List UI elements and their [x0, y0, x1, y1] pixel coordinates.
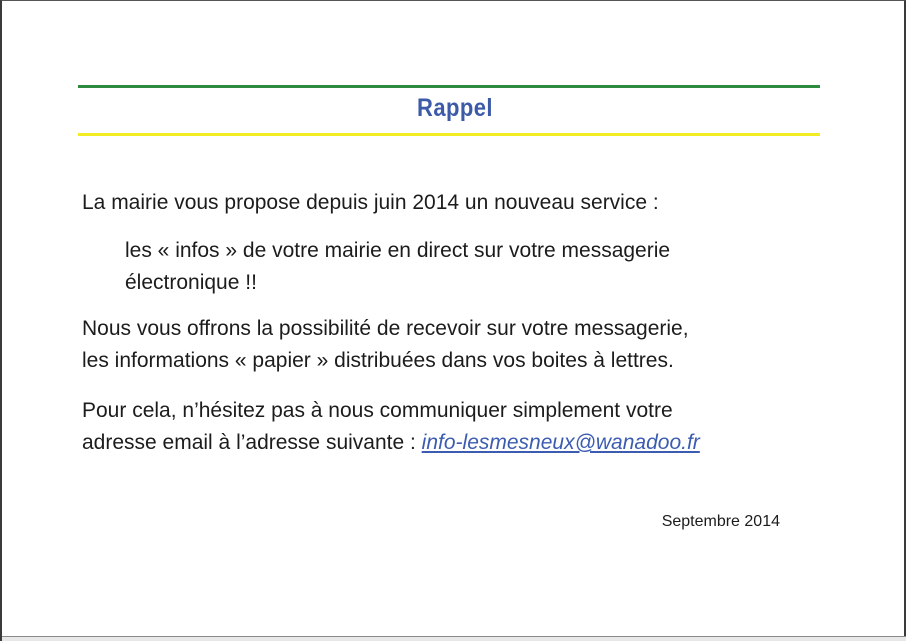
contact-line-1: Pour cela, n’hésitez pas à nous communiquer simplement votre: [82, 399, 673, 422]
email-link[interactable]: info-lesmesneux@wanadoo.fr: [421, 431, 700, 454]
yellow-divider: [78, 133, 820, 136]
offer-line-1: Nous vous offrons la possibilité de recevoir sur votre messagerie,: [82, 317, 689, 340]
contact-line-2: [82, 427, 700, 459]
document-date: Septembre 2014: [661, 513, 780, 530]
service-line-1: les « infos » de votre mairie en direct sur votre messagerie: [125, 239, 671, 262]
offer-paragraph: [82, 313, 689, 377]
intro-line: La mairie vous propose depuis juin 2014 un nouveau service :: [82, 191, 659, 214]
contact-paragraph: [82, 395, 700, 459]
green-divider: [78, 85, 820, 88]
page-title: Rappel: [416, 94, 493, 122]
contact-line-2-prefix: adresse email à l’adresse suivante :: [82, 431, 422, 454]
offer-line-2: les informations « papier » distribuées dans vos boites à lettres.: [82, 349, 674, 372]
intro-paragraph: [82, 187, 659, 219]
page-bottom-edge: [2, 636, 906, 641]
service-line-2: électronique !!: [125, 271, 257, 294]
service-description: [125, 235, 670, 299]
